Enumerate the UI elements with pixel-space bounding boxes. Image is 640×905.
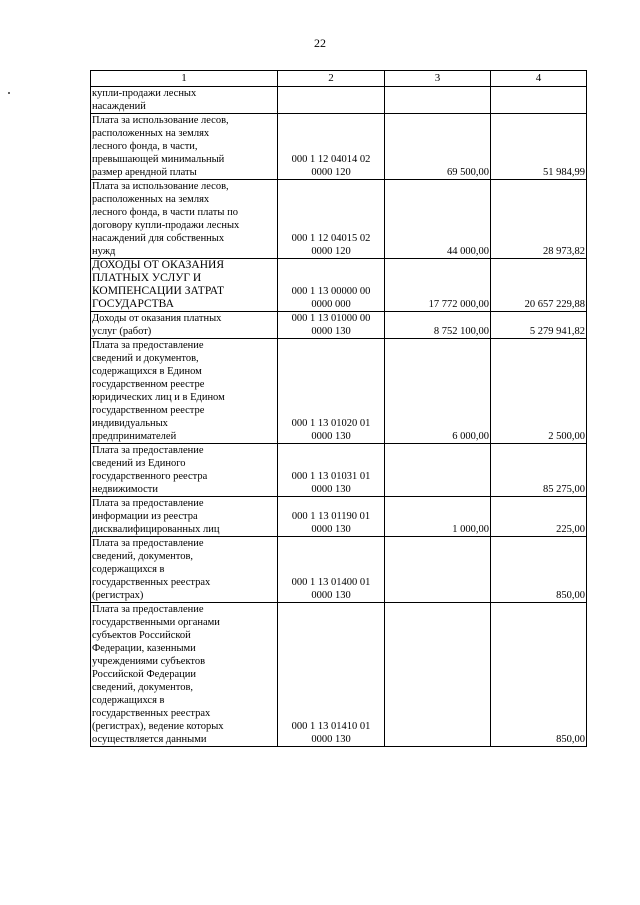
row-name-line: государственном реестре — [92, 379, 205, 390]
budget-table — [90, 70, 587, 747]
row-col3-value — [385, 603, 491, 747]
row-col4-value: 850,00 — [491, 537, 587, 603]
row-name-line: дисквалифицированных лиц — [92, 524, 220, 535]
row-code-line: 0000 120 — [311, 167, 351, 178]
row-name-line: недвижимости — [92, 484, 158, 495]
row-name-line: Плата за предоставление — [92, 498, 204, 509]
row-name-line: сведений из Единого — [92, 458, 186, 469]
row-name-line: Плата за предоставление — [92, 538, 204, 549]
table-row — [91, 312, 587, 339]
row-col3-value: 6 000,00 — [385, 339, 491, 444]
row-name-cell — [91, 180, 278, 259]
row-name-line: лесного фонда, в части, — [92, 141, 198, 152]
row-name-line: нужд — [92, 246, 116, 257]
row-name-line: Плата за предоставление — [92, 604, 204, 615]
row-col4-value: 225,00 — [491, 497, 587, 537]
table-header-row — [91, 71, 587, 87]
row-code-cell — [278, 603, 385, 747]
row-name-line: государственного реестра — [92, 471, 208, 482]
row-name-line: осуществляется данными — [92, 734, 207, 745]
row-col4-value: 850,00 — [491, 603, 587, 747]
row-name-line: сведений, документов, — [92, 551, 194, 562]
row-name-line: содержащихся в — [92, 564, 165, 575]
row-code-line: 000 1 13 01410 01 — [291, 721, 371, 732]
table-row — [91, 497, 587, 537]
row-name-line: ГОСУДАРСТВА — [92, 298, 174, 310]
row-col4-value: 85 275,00 — [491, 444, 587, 497]
row-name-line: (регистрах), ведение которых — [92, 721, 224, 732]
row-name-line: государственном реестре — [92, 405, 205, 416]
row-name-line: содержащихся в — [92, 695, 165, 706]
row-name-line: насаждений — [92, 101, 146, 112]
row-col4-value: 5 279 941,82 — [491, 312, 587, 339]
row-name-line: государственных реестрах — [92, 708, 211, 719]
row-col3-value: 1 000,00 — [385, 497, 491, 537]
row-code-line: 000 1 12 04015 02 — [291, 233, 371, 244]
row-code-line: 0000 130 — [311, 431, 351, 442]
row-code-cell — [278, 497, 385, 537]
row-name-line: КОМПЕНСАЦИИ ЗАТРАТ — [92, 285, 225, 297]
row-name-line: юридических лиц и в Едином — [92, 392, 225, 403]
row-name-line: государственными органами — [92, 617, 220, 628]
row-name-line: лесного фонда, в части платы по — [92, 207, 238, 218]
row-col3-value — [385, 444, 491, 497]
row-code-line: 0000 130 — [311, 326, 351, 337]
row-code-cell — [278, 180, 385, 259]
table-row — [91, 603, 587, 747]
row-name-cell — [91, 537, 278, 603]
row-name-line: договору купли-продажи лесных — [92, 220, 240, 231]
row-name-line: Плата за предоставление — [92, 340, 204, 351]
row-name-line: (регистрах) — [92, 590, 144, 601]
row-name-line: ДОХОДЫ ОТ ОКАЗАНИЯ — [92, 259, 224, 271]
row-col3-value: 8 752 100,00 — [385, 312, 491, 339]
row-name-line: Доходы от оказания платных — [92, 313, 222, 324]
row-col4-value: 28 973,82 — [491, 180, 587, 259]
header-col-2: 2 — [278, 71, 385, 87]
row-col4-value: 20 657 229,88 — [491, 259, 587, 312]
table-row — [91, 339, 587, 444]
row-name-line: сведений и документов, — [92, 353, 199, 364]
row-col3-value: 17 772 000,00 — [385, 259, 491, 312]
row-name-cell — [91, 259, 278, 312]
row-col4-value — [491, 87, 587, 114]
header-col-1: 1 — [91, 71, 278, 87]
row-name-line: предпринимателей — [92, 431, 177, 442]
row-col3-value: 44 000,00 — [385, 180, 491, 259]
row-code-cell — [278, 339, 385, 444]
row-code-line: 0000 120 — [311, 246, 351, 257]
table-row — [91, 259, 587, 312]
row-name-line: государственных реестрах — [92, 577, 211, 588]
row-name-line: Плата за использование лесов, — [92, 181, 229, 192]
row-name-line: купли-продажи лесных — [92, 88, 197, 99]
row-col3-value: 69 500,00 — [385, 114, 491, 180]
row-code-line: 0000 130 — [311, 524, 351, 535]
row-name-cell — [91, 87, 278, 114]
row-name-cell — [91, 497, 278, 537]
row-code-line: 000 1 13 01020 01 — [291, 418, 371, 429]
table-row — [91, 444, 587, 497]
row-name-line: превышающей минимальный — [92, 154, 225, 165]
row-name-cell — [91, 312, 278, 339]
row-code-cell — [278, 444, 385, 497]
row-name-cell — [91, 603, 278, 747]
row-code-line: 0000 130 — [311, 734, 351, 745]
row-code-line: 000 1 13 01000 00 — [291, 313, 371, 324]
row-name-line: Плата за использование лесов, — [92, 115, 229, 126]
row-code-line: 0000 130 — [311, 484, 351, 495]
row-code-cell — [278, 87, 385, 114]
table-row — [91, 537, 587, 603]
row-name-line: субъектов Российской — [92, 630, 191, 641]
page-number: 22 — [314, 36, 326, 50]
margin-dot — [8, 92, 10, 94]
table-row — [91, 87, 587, 114]
table-row — [91, 114, 587, 180]
row-name-line: расположенных на землях — [92, 194, 210, 205]
table-body — [91, 87, 587, 747]
row-name-line: Федерации, казенными — [92, 643, 196, 654]
header-col-3: 3 — [385, 71, 491, 87]
row-name-line: сведений, документов, — [92, 682, 194, 693]
row-name-line: индивидуальных — [92, 418, 168, 429]
row-code-line: 000 1 12 04014 02 — [291, 154, 371, 165]
row-code-cell — [278, 537, 385, 603]
row-name-line: ПЛАТНЫХ УСЛУГ И — [92, 272, 202, 284]
row-name-line: расположенных на землях — [92, 128, 210, 139]
row-col4-value: 2 500,00 — [491, 339, 587, 444]
row-name-line: Плата за предоставление — [92, 445, 204, 456]
row-name-line: содержащихся в Едином — [92, 366, 202, 377]
table-row — [91, 180, 587, 259]
row-name-line: Российской Федерации — [92, 669, 196, 680]
row-name-line: учреждениями субъектов — [92, 656, 206, 667]
row-col3-value — [385, 537, 491, 603]
row-code-line: 000 1 13 01031 01 — [291, 471, 371, 482]
row-code-cell — [278, 312, 385, 339]
row-col4-value: 51 984,99 — [491, 114, 587, 180]
row-name-cell — [91, 339, 278, 444]
header-col-4: 4 — [491, 71, 587, 87]
row-name-line: насаждений для собственных — [92, 233, 225, 244]
row-code-line: 0000 130 — [311, 590, 351, 601]
row-name-line: размер арендной платы — [92, 167, 197, 178]
row-code-cell — [278, 114, 385, 180]
row-code-line: 0000 000 — [311, 299, 351, 310]
row-name-cell — [91, 114, 278, 180]
row-code-cell — [278, 259, 385, 312]
row-col3-value — [385, 87, 491, 114]
row-name-cell — [91, 444, 278, 497]
row-code-line: 000 1 13 01400 01 — [291, 577, 371, 588]
row-name-line: информации из реестра — [92, 511, 198, 522]
row-name-line: услуг (работ) — [92, 326, 152, 337]
row-code-line: 000 1 13 01190 01 — [291, 511, 371, 522]
row-code-line: 000 1 13 00000 00 — [291, 286, 371, 297]
